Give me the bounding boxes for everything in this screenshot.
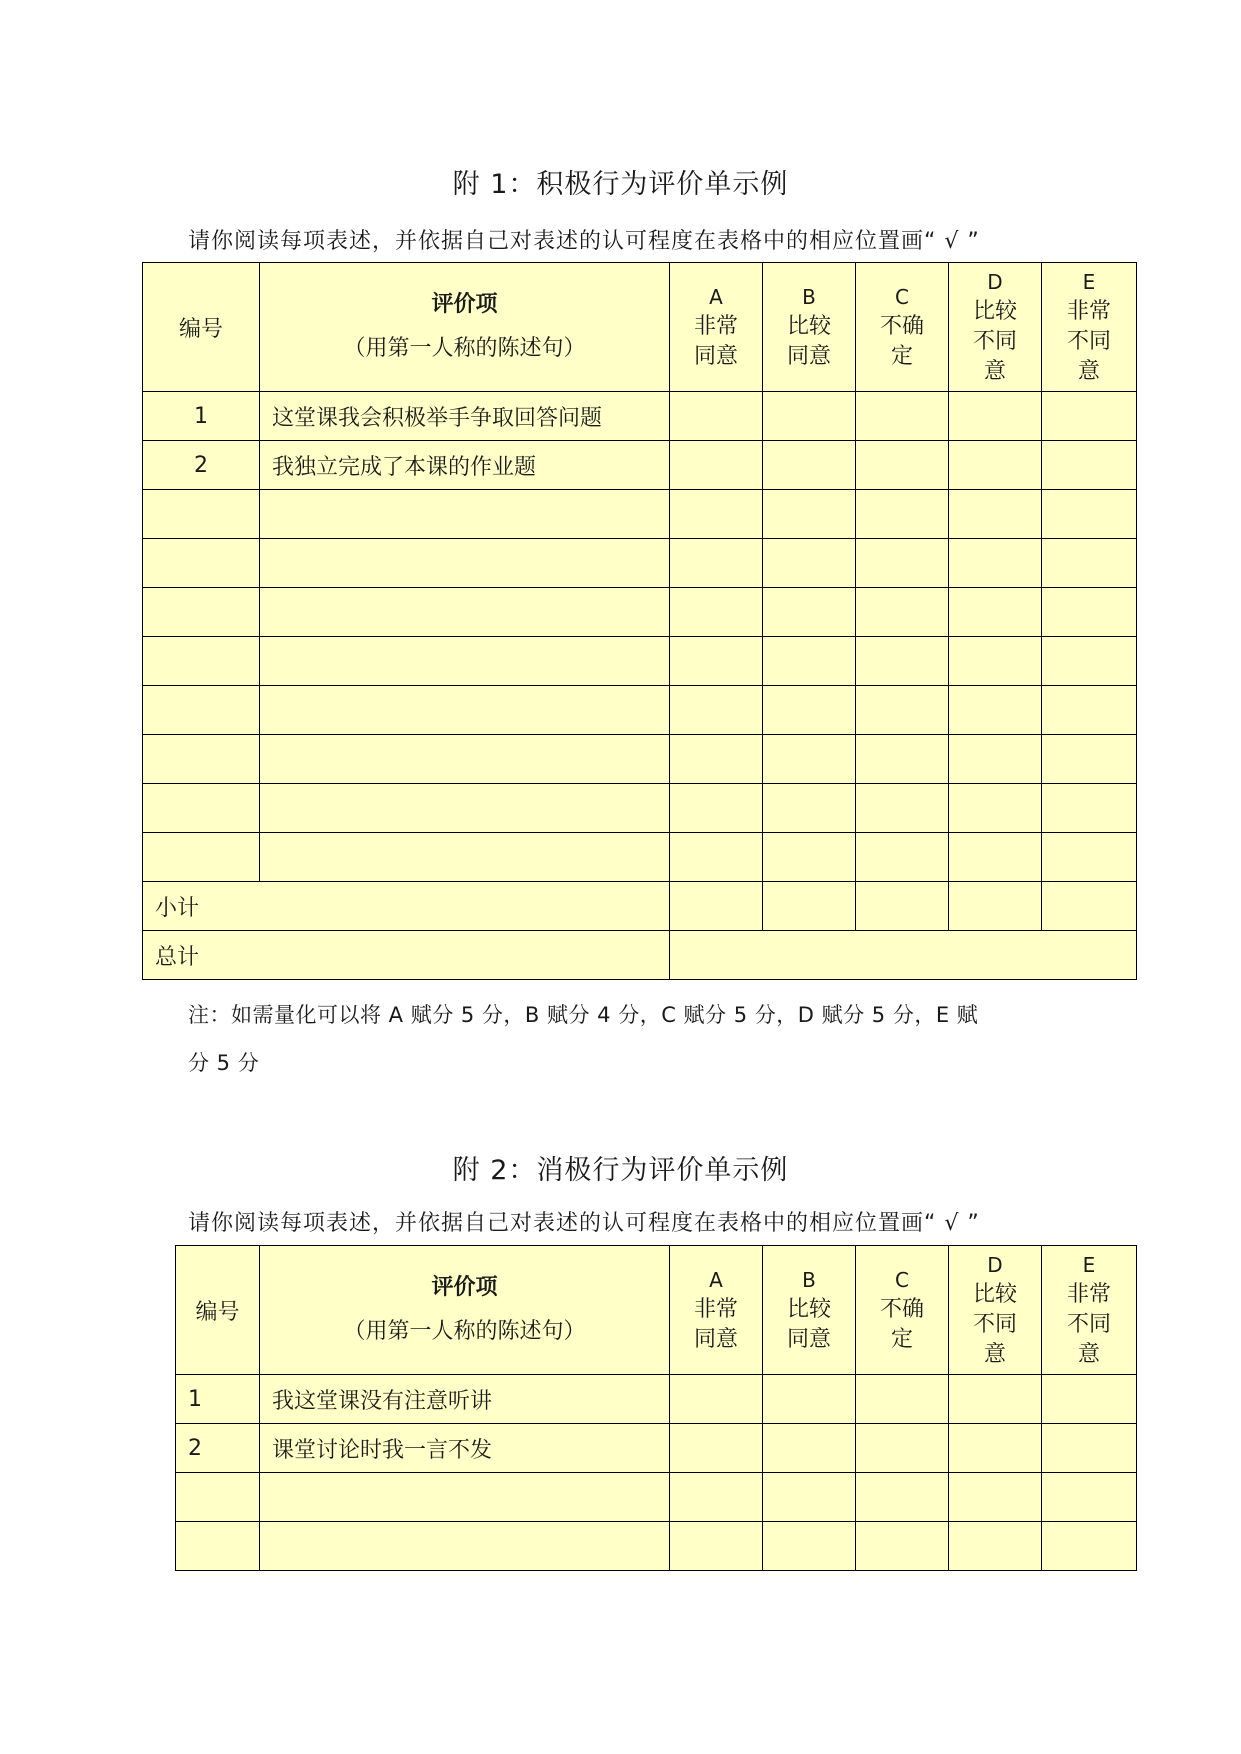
subtotal-cell-b[interactable] — [763, 882, 856, 931]
header-item-main: 评价项 — [431, 292, 498, 317]
row-number — [143, 588, 260, 637]
header-option-a — [670, 1246, 763, 1375]
row-statement[interactable] — [260, 735, 670, 784]
table-row — [143, 392, 1137, 441]
check-cell-d[interactable] — [949, 441, 1042, 490]
option-label: 比较 — [786, 1297, 831, 1322]
table-row — [143, 735, 1137, 784]
option-letter: A — [709, 285, 723, 309]
check-cell-e[interactable] — [1042, 833, 1137, 882]
option-label: 不同 — [972, 329, 1017, 354]
header-number: 编号 — [143, 263, 260, 392]
table-row — [143, 686, 1137, 735]
check-cell-e[interactable] — [1042, 686, 1137, 735]
check-cell-c[interactable] — [856, 1473, 949, 1522]
row-number — [143, 637, 260, 686]
header-option-c — [856, 263, 949, 392]
check-cell-c[interactable] — [856, 735, 949, 784]
option-label: 非常 — [1066, 1282, 1111, 1307]
row-number — [176, 1522, 260, 1571]
check-cell-c[interactable] — [856, 1522, 949, 1571]
header-option-c — [856, 1246, 949, 1375]
header-option-b — [763, 1246, 856, 1375]
check-cell-b[interactable] — [763, 1473, 856, 1522]
header-option-e — [1042, 263, 1137, 392]
positive-eval-table — [142, 262, 1137, 980]
row-statement: 这堂课我会积极举手争取回答问题 — [260, 392, 670, 441]
check-cell-e[interactable] — [1042, 490, 1137, 539]
check-cell-d[interactable] — [949, 1424, 1042, 1473]
option-label: 不同 — [972, 1312, 1017, 1337]
row-statement[interactable] — [260, 784, 670, 833]
row-number — [143, 686, 260, 735]
check-cell-c[interactable] — [856, 392, 949, 441]
header-item-main: 评价项 — [431, 1275, 498, 1300]
table-row — [176, 1522, 1137, 1571]
row-statement[interactable] — [260, 1473, 670, 1522]
row-statement[interactable] — [260, 686, 670, 735]
check-cell-b[interactable] — [763, 1375, 856, 1424]
option-label: 不同 — [1066, 1312, 1111, 1337]
header-item-sub: （用第一人称的陈述句） — [343, 1319, 586, 1344]
row-number: 1 — [176, 1375, 260, 1424]
option-label: 同意 — [693, 344, 738, 369]
check-cell-e[interactable] — [1042, 441, 1137, 490]
check-cell-e[interactable] — [1042, 1473, 1137, 1522]
check-cell-e[interactable] — [1042, 1522, 1137, 1571]
check-cell-c[interactable] — [856, 490, 949, 539]
check-cell-a[interactable] — [670, 588, 763, 637]
check-cell-b[interactable] — [763, 588, 856, 637]
negative-eval-table — [175, 1245, 1137, 1571]
check-cell-c[interactable] — [856, 1375, 949, 1424]
subtotal-cell-a[interactable] — [670, 882, 763, 931]
header-option-e — [1042, 1246, 1137, 1375]
row-statement: 课堂讨论时我一言不发 — [260, 1424, 670, 1473]
check-cell-b[interactable] — [763, 539, 856, 588]
option-label: 同意 — [786, 344, 831, 369]
check-cell-b[interactable] — [763, 784, 856, 833]
check-cell-d[interactable] — [949, 784, 1042, 833]
total-cell[interactable] — [670, 931, 1137, 980]
check-cell-b[interactable] — [763, 637, 856, 686]
row-statement[interactable] — [260, 490, 670, 539]
check-cell-d[interactable] — [949, 637, 1042, 686]
row-statement[interactable] — [260, 1522, 670, 1571]
subtotal-cell-c[interactable] — [856, 882, 949, 931]
row-statement: 我独立完成了本课的作业题 — [260, 441, 670, 490]
row-number — [143, 490, 260, 539]
check-cell-d[interactable] — [949, 1473, 1042, 1522]
section1-title: 附 1：积极行为评价单示例 — [452, 169, 789, 200]
check-cell-a[interactable] — [670, 1473, 763, 1522]
check-cell-d[interactable] — [949, 1522, 1042, 1571]
option-letter: A — [709, 1268, 723, 1292]
check-cell-b[interactable] — [763, 1424, 856, 1473]
check-cell-b[interactable] — [763, 735, 856, 784]
check-cell-e[interactable] — [1042, 392, 1137, 441]
option-label: 意 — [983, 1342, 1006, 1367]
subtotal-cell-d[interactable] — [949, 882, 1042, 931]
table-row — [143, 441, 1137, 490]
row-statement[interactable] — [260, 539, 670, 588]
row-number: 2 — [143, 441, 260, 490]
check-cell-a[interactable] — [670, 686, 763, 735]
row-number — [176, 1473, 260, 1522]
check-cell-c[interactable] — [856, 1424, 949, 1473]
table-row — [143, 637, 1137, 686]
check-cell-d[interactable] — [949, 490, 1042, 539]
check-cell-b[interactable] — [763, 1522, 856, 1571]
check-cell-e[interactable] — [1042, 1424, 1137, 1473]
total-row — [143, 931, 1137, 980]
scoring-note-line2: 分 5 分 — [188, 1051, 260, 1075]
option-label: 定 — [890, 344, 913, 369]
table-header-row — [143, 263, 1137, 392]
check-cell-e[interactable] — [1042, 735, 1137, 784]
check-cell-a[interactable] — [670, 539, 763, 588]
option-label: 同意 — [693, 1327, 738, 1352]
check-cell-e[interactable] — [1042, 588, 1137, 637]
check-cell-c[interactable] — [856, 686, 949, 735]
check-cell-e[interactable] — [1042, 637, 1137, 686]
header-item — [260, 263, 670, 392]
check-cell-d[interactable] — [949, 392, 1042, 441]
row-number — [143, 735, 260, 784]
option-label: 意 — [1077, 1342, 1100, 1367]
total-label: 总计 — [143, 931, 670, 980]
table-row — [143, 539, 1137, 588]
section2-instruction: 请你阅读每项表述，并依据自己对表述的认可程度在表格中的相应位置画“ √ ” — [188, 1211, 980, 1236]
row-number: 1 — [143, 392, 260, 441]
row-statement[interactable] — [260, 637, 670, 686]
table-row — [176, 1424, 1137, 1473]
check-cell-d[interactable] — [949, 539, 1042, 588]
check-cell-e[interactable] — [1042, 539, 1137, 588]
check-cell-d[interactable] — [949, 686, 1042, 735]
header-option-a — [670, 263, 763, 392]
option-label: 比较 — [972, 1282, 1017, 1307]
check-cell-c[interactable] — [856, 637, 949, 686]
row-number — [143, 784, 260, 833]
header-item — [260, 1246, 670, 1375]
check-cell-c[interactable] — [856, 441, 949, 490]
table-row — [143, 784, 1137, 833]
scoring-note-line1: 注：如需量化可以将 A 赋分 5 分，B 赋分 4 分，C 赋分 5 分，D 赋分 5 分，E 赋 — [188, 1003, 979, 1027]
option-label: 同意 — [786, 1327, 831, 1352]
option-letter: B — [802, 1268, 816, 1292]
check-cell-d[interactable] — [949, 588, 1042, 637]
check-cell-a[interactable] — [670, 490, 763, 539]
option-label: 定 — [890, 1327, 913, 1352]
row-number: 2 — [176, 1424, 260, 1473]
table-header-row — [176, 1246, 1137, 1375]
header-option-d — [949, 1246, 1042, 1375]
row-statement[interactable] — [260, 588, 670, 637]
check-cell-e[interactable] — [1042, 784, 1137, 833]
option-letter: E — [1082, 1253, 1096, 1277]
option-label: 比较 — [972, 299, 1017, 324]
option-letter: C — [895, 1268, 909, 1292]
option-letter: D — [987, 270, 1003, 294]
check-cell-a[interactable] — [670, 637, 763, 686]
table-row — [176, 1375, 1137, 1424]
subtotal-row — [143, 882, 1137, 931]
option-label: 不同 — [1066, 329, 1111, 354]
header-option-b — [763, 263, 856, 392]
option-letter: D — [987, 1253, 1003, 1277]
check-cell-a[interactable] — [670, 833, 763, 882]
check-cell-b[interactable] — [763, 392, 856, 441]
subtotal-cell-e[interactable] — [1042, 882, 1137, 931]
option-label: 比较 — [786, 314, 831, 339]
subtotal-label: 小计 — [143, 882, 670, 931]
row-number — [143, 833, 260, 882]
option-label: 非常 — [693, 314, 738, 339]
check-cell-a[interactable] — [670, 1375, 763, 1424]
check-cell-b[interactable] — [763, 490, 856, 539]
check-cell-a[interactable] — [670, 1424, 763, 1473]
section2-title: 附 2：消极行为评价单示例 — [452, 1155, 789, 1186]
check-cell-a[interactable] — [670, 735, 763, 784]
check-cell-b[interactable] — [763, 833, 856, 882]
check-cell-c[interactable] — [856, 833, 949, 882]
option-label: 不确 — [879, 314, 924, 339]
option-letter: C — [895, 285, 909, 309]
row-number — [143, 539, 260, 588]
option-label: 意 — [1077, 359, 1100, 384]
table-row — [143, 833, 1137, 882]
table-row — [143, 588, 1137, 637]
option-label: 非常 — [693, 1297, 738, 1322]
row-statement[interactable] — [260, 833, 670, 882]
check-cell-a[interactable] — [670, 1522, 763, 1571]
header-item-sub: （用第一人称的陈述句） — [343, 336, 586, 361]
check-cell-a[interactable] — [670, 441, 763, 490]
header-number: 编号 — [176, 1246, 260, 1375]
check-cell-d[interactable] — [949, 735, 1042, 784]
row-statement: 我这堂课没有注意听讲 — [260, 1375, 670, 1424]
check-cell-d[interactable] — [949, 833, 1042, 882]
option-letter: E — [1082, 270, 1096, 294]
table-row — [176, 1473, 1137, 1522]
option-label: 意 — [983, 359, 1006, 384]
check-cell-c[interactable] — [856, 539, 949, 588]
check-cell-c[interactable] — [856, 784, 949, 833]
option-letter: B — [802, 285, 816, 309]
check-cell-a[interactable] — [670, 784, 763, 833]
table-row — [143, 490, 1137, 539]
check-cell-d[interactable] — [949, 1375, 1042, 1424]
check-cell-b[interactable] — [763, 441, 856, 490]
check-cell-b[interactable] — [763, 686, 856, 735]
option-label: 非常 — [1066, 299, 1111, 324]
option-label: 不确 — [879, 1297, 924, 1322]
header-option-d — [949, 263, 1042, 392]
check-cell-c[interactable] — [856, 588, 949, 637]
section1-instruction: 请你阅读每项表述，并依据自己对表述的认可程度在表格中的相应位置画“ √ ” — [188, 229, 980, 254]
check-cell-e[interactable] — [1042, 1375, 1137, 1424]
check-cell-a[interactable] — [670, 392, 763, 441]
